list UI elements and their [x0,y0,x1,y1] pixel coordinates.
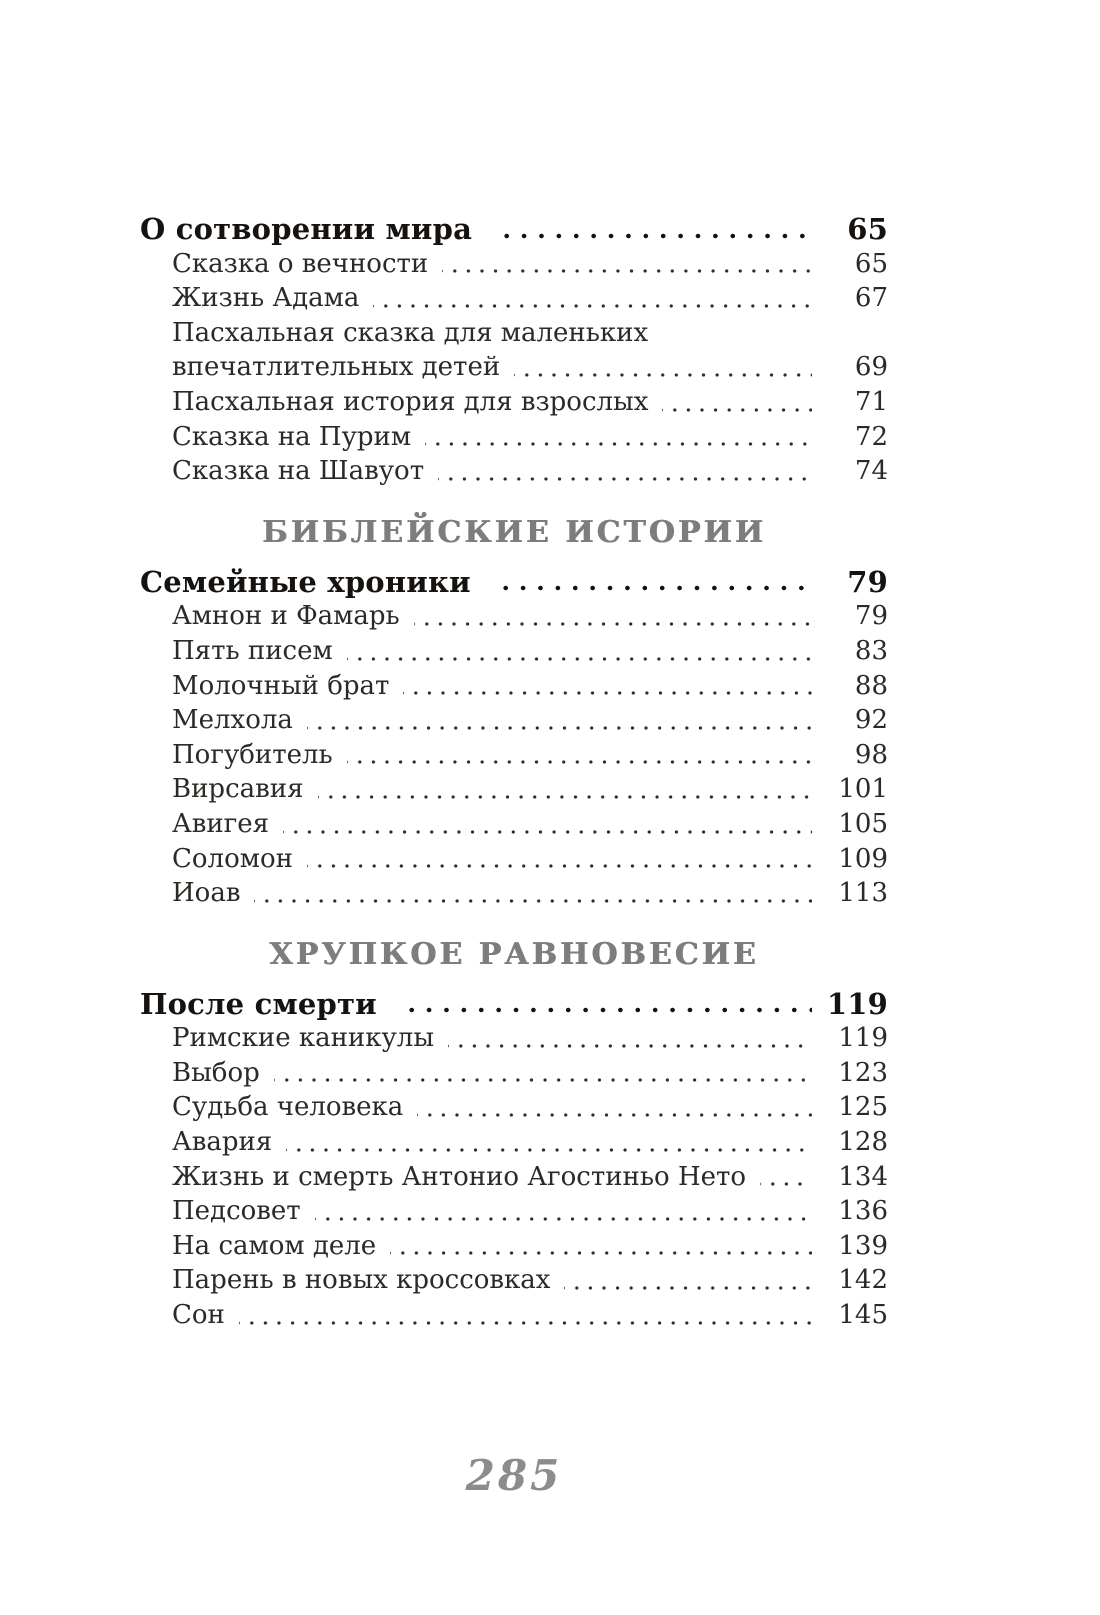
toc-chapter-entry [140,987,888,1022]
toc-item-entry [140,634,888,669]
toc-item-entry [140,454,888,489]
toc-item-entry [140,807,888,842]
toc-chapter-entry-title: Семейные хроники [140,564,471,599]
toc-item-entry-page: 71 [854,386,888,417]
toc-item-entry-title: Сказка на Шавуот [172,456,425,487]
toc-chapter-entry [140,565,888,600]
dot-leader [662,316,812,351]
toc-item-entry-title: Сказка о вечности [172,248,429,279]
toc-item-entry-page: 88 [854,670,888,701]
toc-item-entry-page: 92 [854,705,888,736]
toc-item-entry [140,1263,888,1298]
toc-item-entry-title: Римские каникулы [172,1023,435,1054]
dot-leader [492,212,812,247]
toc-item-entry [140,1021,888,1056]
toc-item-entry-title: Пасхальная история для взрослых [172,386,649,417]
toc-item-entry-title: Педсовет [172,1196,301,1227]
toc-item-entry-page: 136 [838,1196,888,1227]
toc-item-entry-page: 105 [838,808,888,839]
dot-leader [373,281,812,316]
toc-item-entry-title: Сказка на Пурим [172,421,412,452]
toc [140,212,888,1333]
dot-leader [274,1056,812,1091]
dot-leader [347,634,812,669]
toc-chapter-entry [140,212,888,247]
toc-item-entry-title: Жизнь и смерть Антонио Агостиньо Нето [172,1161,747,1192]
toc-chapter-entry-title: После смерти [140,986,377,1021]
toc-item-entry-title: На самом деле [172,1230,377,1261]
dot-leader [414,599,812,634]
toc-item-entry-title: Соломон [172,843,293,874]
toc-item-entry-wrap [140,316,888,351]
toc-item-entry-page: 142 [838,1265,888,1296]
toc-item-entry-title: Иоав [172,878,241,909]
dot-leader [397,987,812,1022]
toc-item-entry-page: 101 [838,774,888,805]
toc-item-entry [140,669,888,704]
toc-item-entry [140,703,888,738]
toc-item-entry-title: Мелхола [172,705,293,736]
toc-item-entry-page: 145 [838,1300,888,1331]
dot-leader [307,842,812,877]
toc-item-entry [140,876,888,911]
toc-item-entry [140,385,888,420]
dot-leader [347,738,812,773]
folio-page-number: 285 [465,1450,563,1500]
dot-leader [442,247,812,282]
toc-item-entry-title: Погубитель [172,739,333,770]
toc-item-entry-title: Выбор [172,1057,260,1088]
toc-item-entry [140,1160,888,1195]
dot-leader [564,1263,812,1298]
toc-chapter-entry-page: 79 [847,564,888,599]
toc-item-entry-wrap-title: Пасхальная сказка для маленьких [172,317,649,348]
dot-leader [491,565,812,600]
dot-leader [307,703,812,738]
toc-item-entry [140,772,888,807]
dot-leader [514,350,812,385]
toc-item-entry-page: 139 [838,1230,888,1261]
toc-chapter-entry-title: О сотворении мира [140,212,473,246]
toc-chapter-entry-page: 65 [847,212,888,246]
toc-item-entry-page: 74 [854,456,888,487]
toc-item-entry-title: Парень в новых кроссовках [172,1265,551,1296]
toc-item-entry-title: Авария [172,1127,273,1158]
dot-leader [254,876,812,911]
toc-item-entry [140,1056,888,1091]
toc-item-entry [140,247,888,282]
toc-item-entry-page: 65 [854,248,888,279]
toc-item-entry-title: Сон [172,1300,225,1331]
dot-leader [425,420,812,455]
toc-item-entry-page: 134 [838,1161,888,1192]
toc-item-entry-page: 123 [838,1057,888,1088]
toc-item-entry-page: 83 [854,635,888,666]
toc-chapter-entry-page: 119 [826,986,888,1021]
dot-leader [417,1090,812,1125]
part-heading: ХРУПКОЕ РАВНОВЕСИЕ [269,936,759,972]
dot-leader [760,1160,812,1195]
toc-item-entry [140,738,888,773]
toc-item-entry-title: Жизнь Адама [172,283,360,314]
toc-item-entry [140,420,888,455]
dot-leader [283,807,812,842]
toc-item-entry [140,1125,888,1160]
dot-leader [239,1298,812,1333]
toc-item-entry [140,1229,888,1264]
toc-item-entry [140,281,888,316]
dot-leader [318,772,812,807]
toc-item-entry [140,842,888,877]
dot-leader [315,1194,812,1229]
toc-item-entry-page: 125 [838,1092,888,1123]
toc-item-entry [140,1090,888,1125]
toc-item-entry-page: 79 [854,601,888,632]
dot-leader [286,1125,812,1160]
toc-item-entry-page: 98 [854,739,888,770]
toc-item-entry-title: Пять писем [172,635,333,666]
toc-item-entry-title: впечатлительных детей [172,352,501,383]
toc-item-entry-page: 119 [838,1023,888,1054]
dot-leader [438,454,812,489]
toc-item-entry-title: Авигея [172,808,270,839]
toc-item-entry-title: Амнон и Фамарь [172,601,400,632]
dot-leader [662,385,812,420]
toc-item-entry-page: 113 [838,878,888,909]
toc-item-entry-title: Судьба человека [172,1092,404,1123]
toc-item-entry-page: 128 [838,1127,888,1158]
toc-page [140,212,888,1500]
toc-item-entry [140,1194,888,1229]
toc-item-entry [140,599,888,634]
dot-leader [390,1229,812,1264]
toc-item-entry-title: Молочный брат [172,670,390,701]
toc-item-entry-page: 69 [854,352,888,383]
toc-item-entry-page: 109 [838,843,888,874]
toc-item-entry-page: 72 [854,421,888,452]
dot-leader [448,1021,812,1056]
toc-item-entry [140,350,888,385]
part-heading: БИБЛЕЙСКИЕ ИСТОРИИ [261,514,767,550]
toc-item-entry [140,1298,888,1333]
toc-item-entry-title: Вирсавия [172,774,304,805]
dot-leader [403,669,812,704]
toc-item-entry-page: 67 [854,283,888,314]
